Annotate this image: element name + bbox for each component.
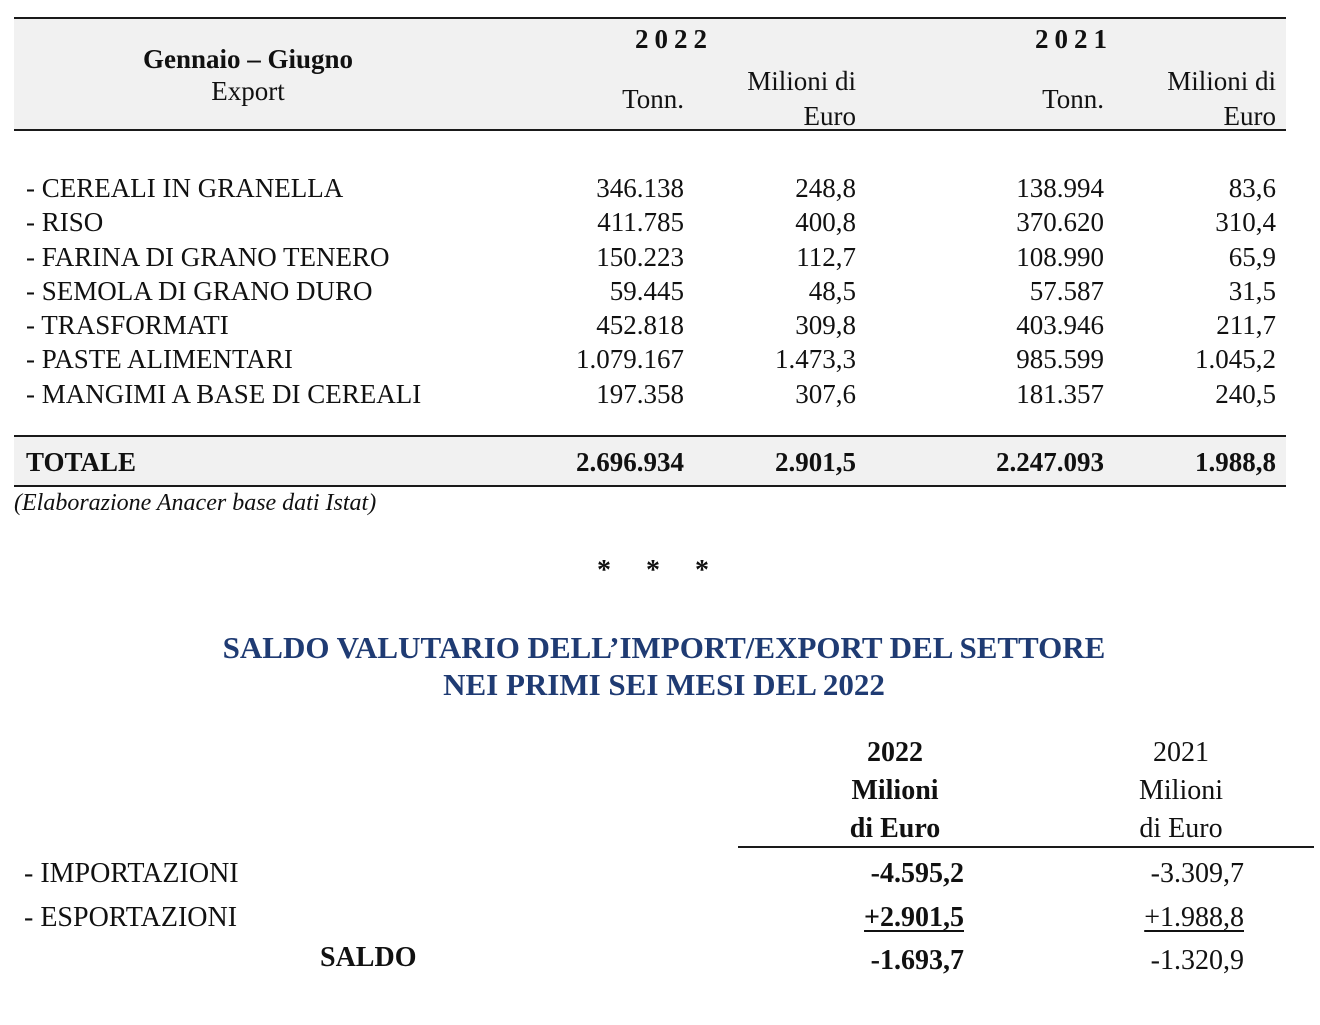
col-milioni-2021-line2: Euro	[1223, 101, 1276, 131]
section-title-line2: NEI PRIMI SEI MESI DEL 2022	[443, 667, 885, 702]
table-row	[14, 342, 1286, 376]
table-row	[14, 171, 1286, 205]
year-2022-heading: 2022	[635, 24, 713, 54]
col-tonn-2022: Tonn.	[622, 84, 684, 114]
saldo-col-2021-line3: di Euro	[1139, 813, 1223, 844]
esportazioni-2022: +2.901,5	[864, 902, 964, 933]
eur-2021: 310,4	[1215, 207, 1276, 238]
tonn-2021: 108.990	[1016, 241, 1104, 272]
eur-2022: 309,8	[795, 310, 856, 341]
eur-2021: 240,5	[1215, 378, 1276, 409]
table-body	[14, 171, 1286, 411]
table-row	[14, 240, 1286, 274]
source-note: (Elaborazione Anacer base dati Istat)	[14, 490, 377, 516]
eur-2021: 83,6	[1228, 173, 1276, 203]
row-label: - SEMOLA DI GRANO DURO	[26, 275, 373, 306]
esportazioni-2021: +1.988,8	[1144, 902, 1244, 933]
eur-2021: 65,9	[1228, 241, 1276, 272]
total-eur-2021: 1.988,8	[1195, 447, 1276, 477]
eur-2022: 112,7	[796, 241, 856, 272]
col-milioni-2021-line1: Milioni di	[1167, 66, 1276, 96]
tonn-2022: 59.445	[609, 275, 684, 306]
row-label: - PASTE ALIMENTARI	[26, 344, 293, 375]
importazioni-2021: -3.309,7	[1150, 858, 1244, 889]
tonn-2021: 57.587	[1029, 275, 1104, 306]
col-milioni-2022-line2: Euro	[803, 101, 856, 131]
saldo-col-2022-line2: Milioni	[851, 775, 939, 806]
header-bottom-rule	[14, 129, 1286, 131]
table-row	[14, 377, 1286, 411]
tonn-2022: 452.818	[596, 310, 684, 341]
total-label: TOTALE	[26, 447, 137, 477]
eur-2022: 1.473,3	[775, 344, 856, 375]
tonn-2022: 197.358	[596, 378, 684, 409]
table-top-rule	[14, 17, 1286, 19]
saldo-col-2021-line2: Milioni	[1138, 775, 1223, 806]
col-tonn-2021: Tonn.	[1042, 84, 1104, 114]
table-bottom-rule	[14, 485, 1286, 487]
row-label: - TRASFORMATI	[26, 310, 229, 341]
importazioni-2022: -4.595,2	[870, 858, 964, 889]
tonn-2022: 1.079.167	[576, 344, 684, 375]
esportazioni-label: - ESPORTAZIONI	[24, 902, 238, 933]
section-separator: * * *	[597, 555, 723, 586]
total-tonn-2022: 2.696.934	[576, 447, 684, 477]
table-row	[14, 308, 1286, 342]
saldo-header-rule	[738, 846, 1314, 848]
tonn-2021: 370.620	[1016, 207, 1104, 238]
row-label: - CEREALI IN GRANELLA	[26, 173, 344, 203]
period-label: Gennaio – Giugno	[142, 44, 354, 74]
saldo-col-2022-line3: di Euro	[849, 813, 941, 844]
saldo-col-2022-year: 2022	[867, 737, 923, 768]
saldo-col-2021-year: 2021	[1153, 737, 1209, 768]
eur-2021: 211,7	[1216, 310, 1276, 341]
row-label: - MANGIMI A BASE DI CEREALI	[26, 378, 422, 409]
tonn-2021: 138.994	[1016, 173, 1104, 203]
saldo-2021: -1.320,9	[1150, 945, 1244, 976]
eur-2021: 1.045,2	[1195, 344, 1276, 375]
eur-2022: 48,5	[808, 275, 856, 306]
tonn-2022: 346.138	[596, 173, 684, 203]
importazioni-label: - IMPORTAZIONI	[24, 858, 239, 889]
tonn-2021: 181.357	[1016, 378, 1104, 409]
section-title-line1: SALDO VALUTARIO DELL’IMPORT/EXPORT DEL SETTORE	[222, 630, 1106, 665]
year-2021-heading: 2021	[1035, 24, 1113, 54]
type-label: Export	[211, 76, 285, 106]
total-tonn-2021: 2.247.093	[996, 447, 1104, 477]
export-table	[14, 17, 1286, 487]
table-row	[14, 205, 1286, 239]
saldo-label: SALDO	[320, 942, 417, 973]
total-eur-2022: 2.901,5	[775, 447, 856, 477]
eur-2022: 248,8	[795, 173, 856, 203]
tonn-2021: 985.599	[1016, 344, 1104, 375]
row-label: - RISO	[26, 207, 104, 238]
eur-2022: 400,8	[795, 207, 856, 238]
eur-2022: 307,6	[795, 378, 856, 409]
col-milioni-2022-line1: Milioni di	[747, 66, 856, 96]
tonn-2022: 150.223	[596, 241, 684, 272]
saldo-2022: -1.693,7	[870, 945, 964, 976]
table-row	[14, 274, 1286, 308]
tonn-2021: 403.946	[1016, 310, 1104, 341]
row-label: - FARINA DI GRANO TENERO	[26, 241, 390, 272]
eur-2021: 31,5	[1228, 275, 1276, 306]
tonn-2022: 411.785	[597, 207, 684, 238]
